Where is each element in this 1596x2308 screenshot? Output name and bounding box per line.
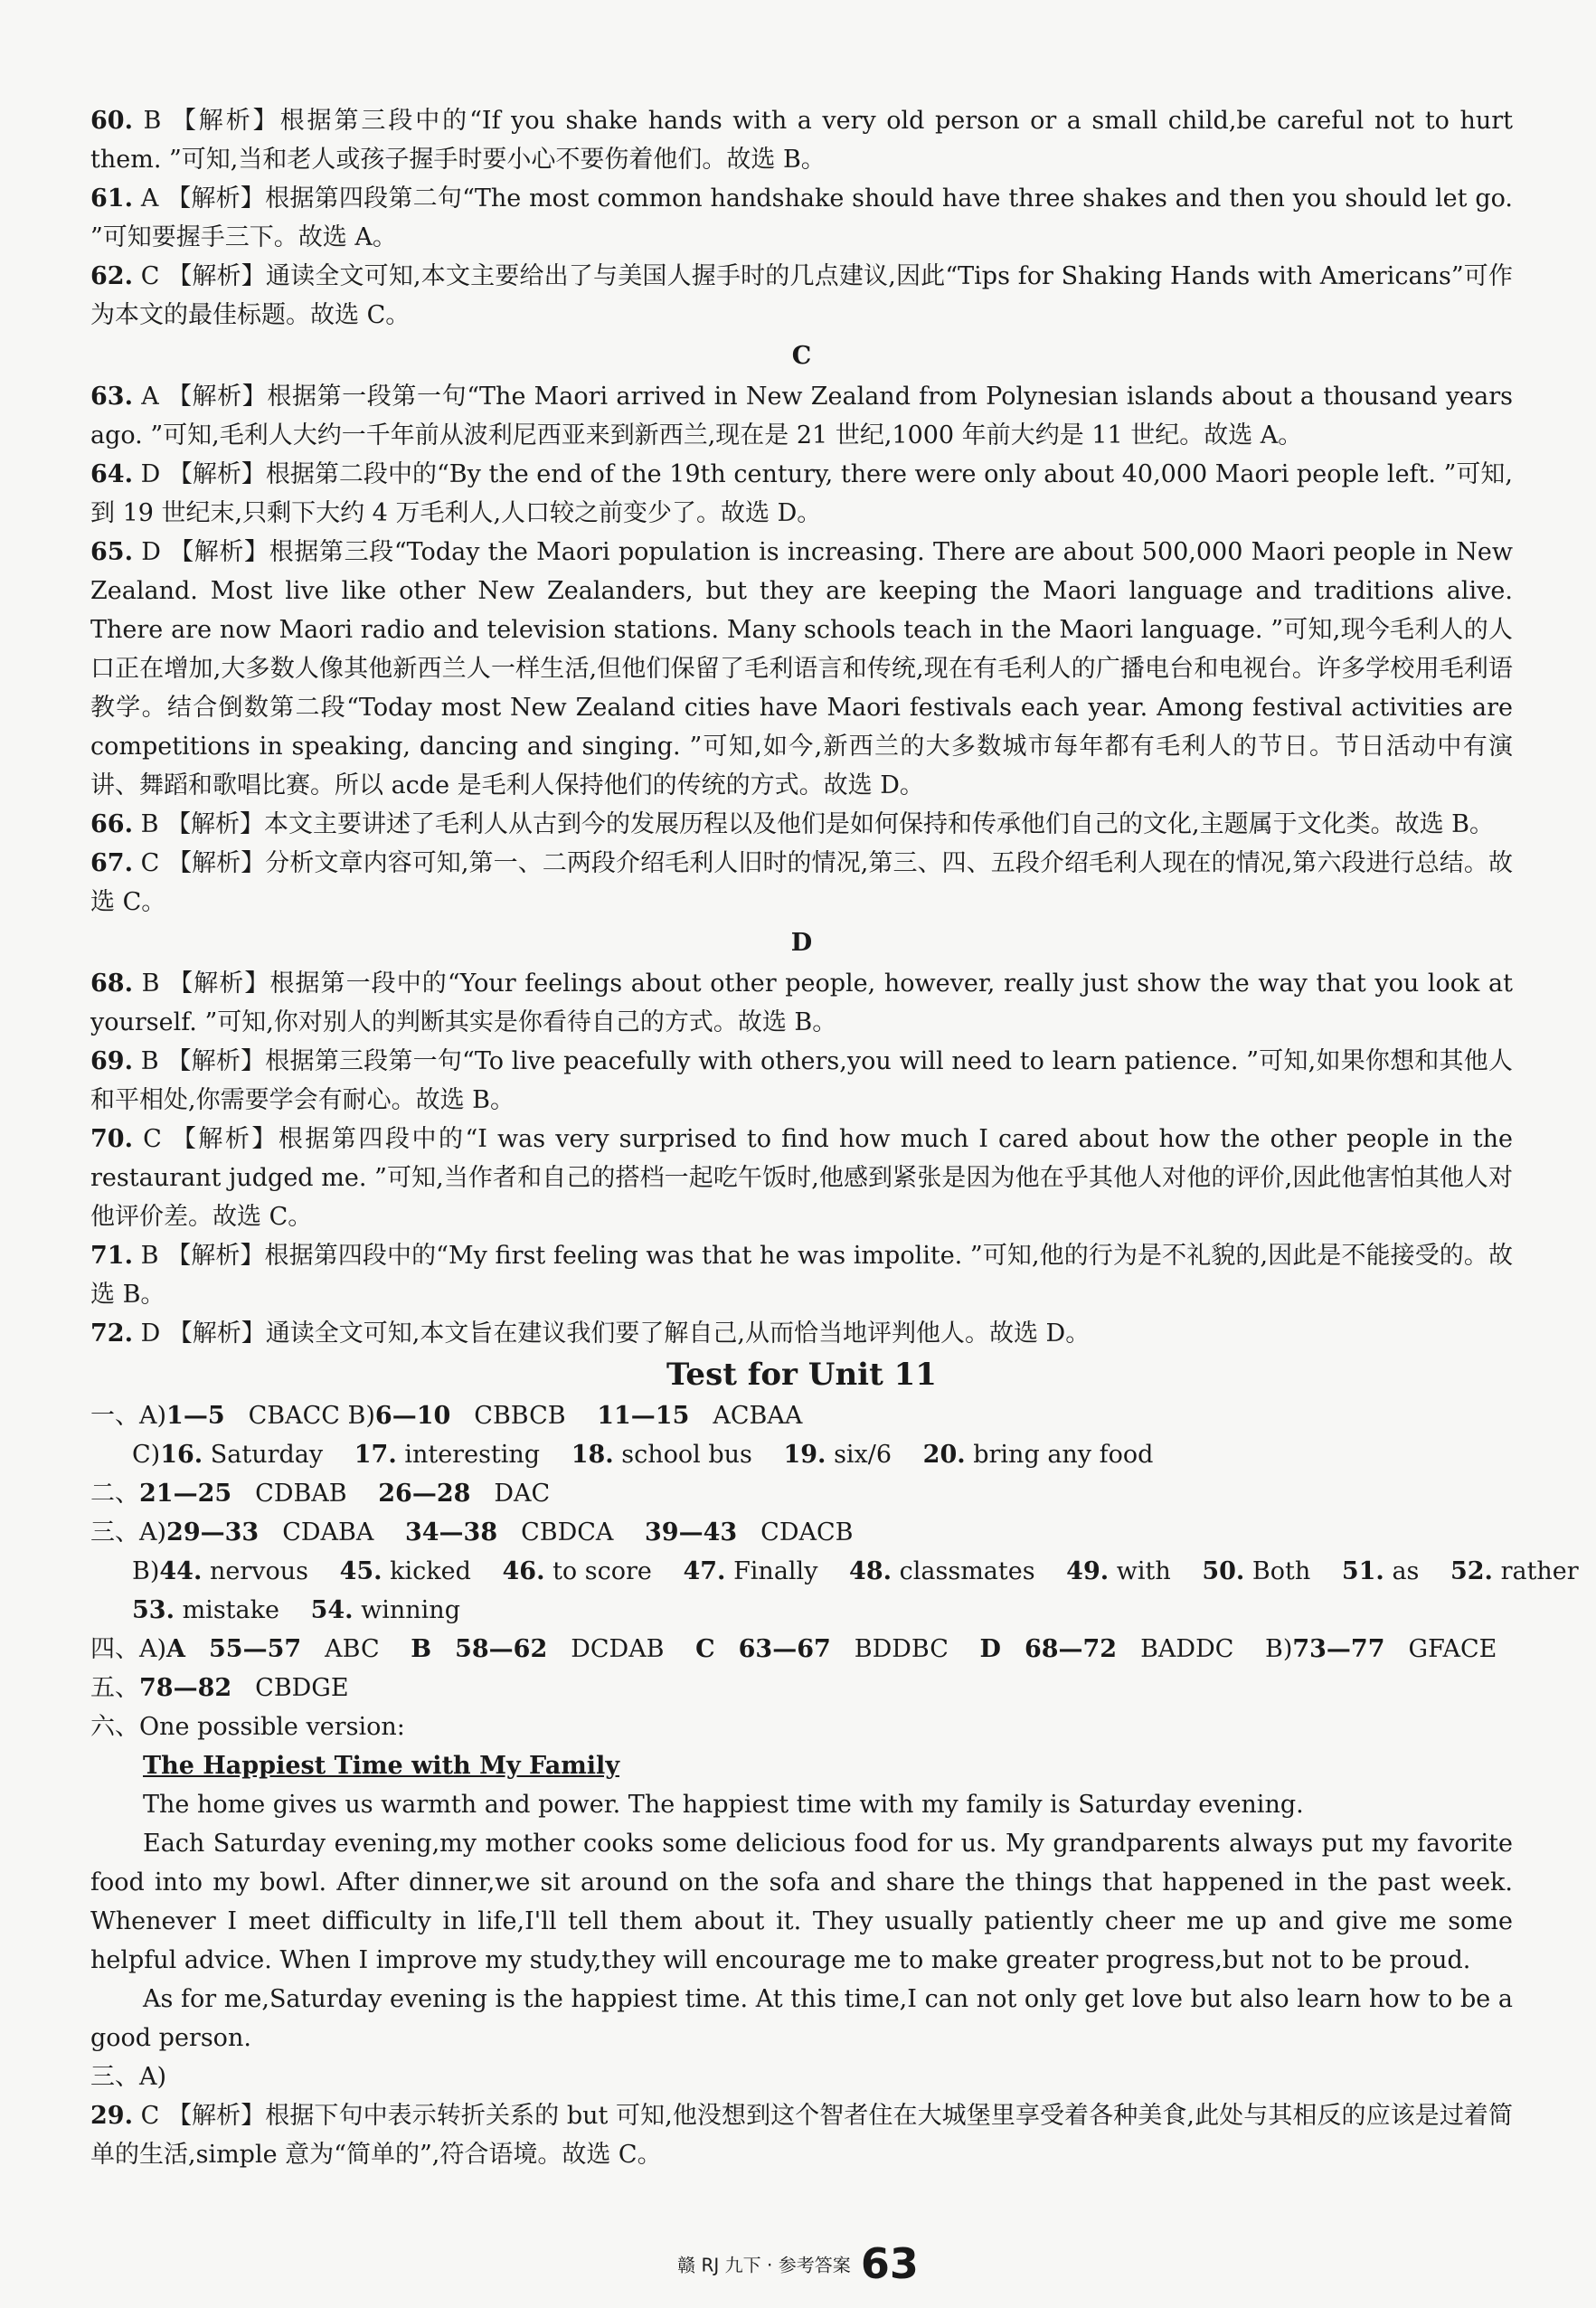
- essay-title: The Happiest Time with My Family: [143, 1752, 620, 1780]
- answer-item-69: 69. B 【解析】根据第三段第一句“To live peacefully with others,you will need to learn patience. ”可知,如果你想和其他人和平相处,你需要学会有耐心。故选 B。: [90, 1047, 1513, 1114]
- answer-item-29: 29. C 【解析】根据下句中表示转折关系的 but 可知,他没想到这个智者住在大城堡里享受着各种美食,此处与其相反的应该是过着简单的生活,simple 意为“简单的”,符合语境。故选 C。: [90, 2102, 1514, 2169]
- essay-paragraph: The home gives us warmth and power. The happiest time with my family is Saturday evening.: [143, 1791, 1304, 1819]
- answer-item-71: 71. B 【解析】根据第四段中的“My first feeling was that he was impolite. ”可知,他的行为是不礼貌的,因此是不能接受的。故选 B。: [90, 1242, 1513, 1309]
- answer-row-3: 二、21—25 CDBAB 26—28 DAC: [90, 1480, 551, 1508]
- answer-row-6: 53. mistake 54. winning: [132, 1596, 460, 1624]
- footer-label: 赣 RJ 九下 · 参考答案: [677, 2254, 851, 2276]
- answer-item-68: 68. B 【解析】根据第一段中的“Your feelings about other people, however, really just show the way that you look at yourself. ”可知,你对别人的判断其实是你看待自己的方式。故选 B。: [90, 970, 1513, 1036]
- answer-row-4: 三、A)29—33 CDABA 34—38 CBDCA 39—43 CDACB: [90, 1518, 854, 1547]
- unit-title: Test for Unit 11: [666, 1357, 937, 1393]
- items-section-b: [90, 101, 1513, 335]
- section-label: 三、A): [90, 2063, 167, 2091]
- answer-row-8: 五、78—82 CBDGE: [90, 1674, 349, 1702]
- essay-paragraph: Each Saturday evening,my mother cooks some delicious food for us. My grandparents always put my favorite food into my bowl. After dinner,we sit around on the sofa and share the things that happened in the past week. Whenever I meet difficulty in life,I'll tell them about it. They usually patiently cheer me up and give me some helpful advice. When I improve my study,they will encourage me to make greater progress,but not to be proud.: [90, 1830, 1513, 1974]
- answer-item-72: 72. D 【解析】通读全文可知,本文旨在建议我们要了解自己,从而恰当地评判他人。故选 D。: [90, 1320, 1091, 1348]
- section-heading-d: D: [790, 929, 813, 957]
- answer-item-61: 61. A 【解析】根据第四段第二句“The most common handshake should have three shakes and then you should let go. ”可知要握手三下。故选 A。: [90, 184, 1513, 251]
- essay-paragraph: As for me,Saturday evening is the happiest time. At this time,I can not only get love but also learn how to be a good person.: [90, 1985, 1513, 2052]
- section-heading-c: C: [791, 342, 812, 370]
- answer-item-65: 65. D 【解析】根据第三段“Today the Maori population is increasing. There are about 500,000 Maori people in New Zealand. Most live like other New Zealanders, but they are keeping the Maori language and traditions alive. There are now Maori radio and television stations. Many schools teach in the Maori language. ”可知,现今毛利人的人口正在增加,大多数人像其他新西兰人一样生活,但他们保留了毛利语言和传统,现在有毛利人的广播电台和电视台。许多学校用毛利语教学。结合倒数第二段“Today most New Zealand cities have Maori festivals each year. Among festival activities are competitions in speaking, dancing and singing. ”可知,如今,新西兰的大多数城市每年都有毛利人的节日。节日活动中有演讲、舞蹈和歌唱比赛。所以 acde 是毛利人保持他们的传统的方式。故选 D。: [90, 538, 1513, 799]
- answer-row-7: 四、A)A 55—57 ABC B 58—62 DCDAB C 63—67 BDDBC D 68—72 BADDC B)73—77 GFACE: [90, 1635, 1497, 1663]
- answer-item-66: 66. B 【解析】本文主要讲述了毛利人从古到今的发展历程以及他们是如何保持和传承他们自己的文化,主题属于文化类。故选 B。: [90, 810, 1495, 838]
- answer-item-64: 64. D 【解析】根据第二段中的“By the end of the 19th century, there were only about 40,000 Maori people left. ”可知,到 19 世纪末,只剩下大约 4 万毛利人,人口较之前变少了。故选 D。: [90, 460, 1513, 527]
- items-section-c: [90, 377, 1513, 922]
- answer-row-9: 六、One possible version:: [90, 1713, 405, 1741]
- answer-row-5: B)44. nervous 45. kicked 46. to score 47. Finally 48. classmates 49. with 50. Both 51. as 52. rather: [132, 1557, 1579, 1585]
- items-section-d: [90, 964, 1513, 1353]
- answer-item-62: 62. C 【解析】通读全文可知,本文主要给出了与美国人握手时的几点建议,因此“Tips for Shaking Hands with Americans”可作为本文的最佳标题。故选 C。: [90, 262, 1513, 329]
- page-number: 63: [860, 2239, 919, 2288]
- answer-key: [90, 1396, 1579, 1746]
- answer-row-2: C)16. Saturday 17. interesting 18. school bus 19. six/6 20. bring any food: [132, 1441, 1154, 1469]
- answer-item-67: 67. C 【解析】分析文章内容可知,第一、二两段介绍毛利人旧时的情况,第三、四、五段介绍毛利人现在的情况,第六段进行总结。故选 C。: [90, 849, 1513, 916]
- answer-row-1: 一、A)1—5 CBACC B)6—10 CBBCB 11—15 ACBAA: [90, 1402, 803, 1430]
- answer-item-70: 70. C 【解析】根据第四段中的“I was very surprised to find how much I cared about how the other people in the restaurant judged me. ”可知,当作者和自己的搭档一起吃午饭时,他感到紧张是因为他在乎其他人对他的评价,因此他害怕其他人对他评价差。故选 C。: [90, 1125, 1513, 1231]
- page-footer: [0, 2239, 1596, 2288]
- answer-item-63: 63. A 【解析】根据第一段第一句“The Maori arrived in New Zealand from Polynesian islands about a thousand years ago. ”可知,毛利人大约一千年前从波利尼西亚来到新西兰,现在是 21 世纪,1000 年前大约是 11 世纪。故选 A。: [90, 383, 1513, 449]
- model-essay: [90, 1746, 1513, 2057]
- answer-item-60: 60. B 【解析】根据第三段中的“If you shake hands with a very old person or a small child,be careful not to hurt them. ”可知,当和老人或孩子握手时要小心不要伤着他们。故选 B。: [90, 107, 1513, 174]
